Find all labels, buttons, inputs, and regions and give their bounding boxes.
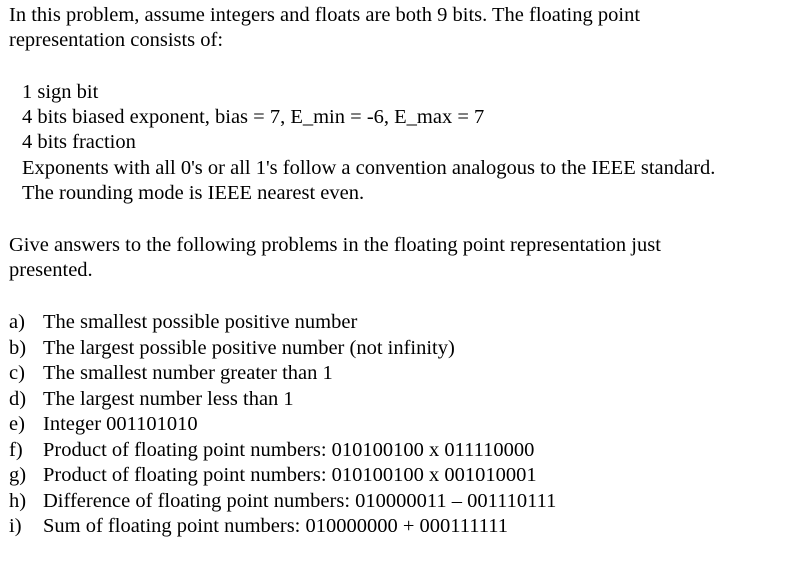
list-item: [9, 335, 455, 361]
list-text: Sum of floating point numbers: 010000000 + 000111111: [43, 515, 509, 537]
spec-rounding: The rounding mode is IEEE nearest even.: [22, 182, 365, 204]
spec-fraction: 4 bits fraction: [22, 131, 136, 153]
list-marker: e): [9, 413, 25, 435]
spec-sign-bit: 1 sign bit: [22, 81, 99, 103]
intro-line-2: representation consists of:: [9, 29, 224, 51]
list-item: [9, 513, 508, 539]
list-marker: i): [9, 515, 22, 537]
list-marker: f): [9, 439, 23, 461]
list-marker: h): [9, 490, 27, 512]
list-marker: c): [9, 362, 25, 384]
list-text: Difference of floating point numbers: 010000011 – 001110111: [43, 490, 557, 512]
list-item: [9, 488, 556, 514]
list-marker: g): [9, 464, 27, 486]
list-item: [9, 360, 333, 386]
list-text: The smallest possible positive number: [43, 311, 358, 333]
list-text: Integer 001101010: [43, 413, 198, 435]
list-item: [9, 437, 534, 463]
intro-line-1: In this problem, assume integers and floats are both 9 bits. The floating point: [9, 4, 641, 26]
spec-convention: Exponents with all 0's or all 1's follow a convention analogous to the IEEE standard.: [22, 157, 716, 179]
list-text: The largest possible positive number (not infinity): [43, 337, 455, 359]
list-marker: b): [9, 337, 27, 359]
spec-exponent: 4 bits biased exponent, bias = 7, E_min = -6, E_max = 7: [22, 106, 485, 128]
list-item: [9, 309, 357, 335]
instructions-line-2: presented.: [9, 259, 93, 281]
list-text: The smallest number greater than 1: [43, 362, 333, 384]
list-text: Product of floating point numbers: 010100100 x 001010001: [43, 464, 537, 486]
list-item: [9, 462, 537, 488]
list-text: The largest number less than 1: [43, 388, 294, 410]
list-text: Product of floating point numbers: 010100100 x 011110000: [43, 439, 535, 461]
instructions-line-1: Give answers to the following problems in the floating point representation just: [9, 234, 661, 256]
list-marker: d): [9, 388, 27, 410]
list-item: [9, 411, 198, 437]
list-item: [9, 386, 294, 412]
list-marker: a): [9, 311, 25, 333]
